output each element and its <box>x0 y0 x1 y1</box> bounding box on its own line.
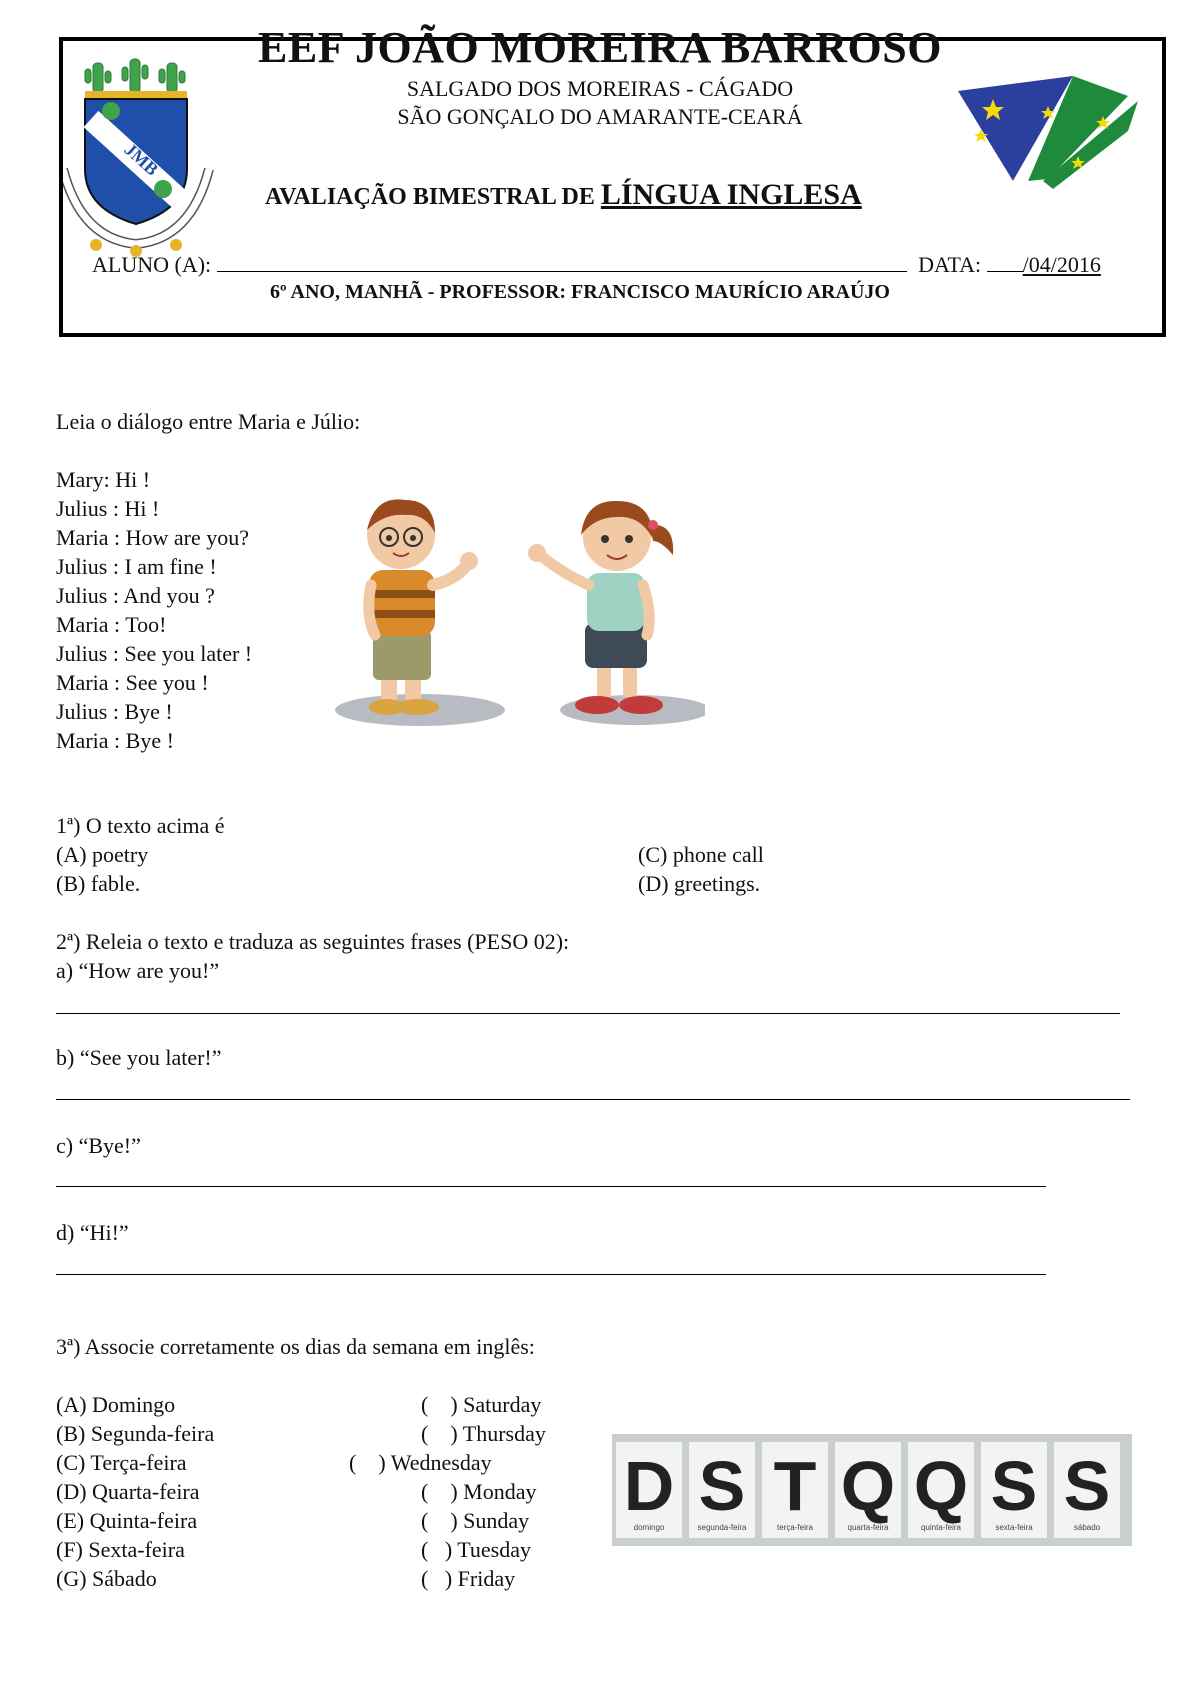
school-name: EEF JOÃO MOREIRA BARROSO <box>258 23 942 72</box>
q3-answer-thursday[interactable]: ( ) Thursday <box>421 1421 546 1446</box>
q2-answer-a-field[interactable] <box>56 1013 1120 1014</box>
q3-left-item: (F) Sexta-feira <box>56 1537 185 1562</box>
crest-initials: JMB <box>120 139 163 180</box>
q1-option-c[interactable]: (C) phone call <box>638 842 764 867</box>
student-name-field[interactable] <box>217 253 907 272</box>
q2-prompt: 2ª) Releia o texto e traduza as seguintes frases (PESO 02): <box>56 929 570 954</box>
student-line <box>92 252 1101 278</box>
dialogue-line: Julius : See you later ! <box>56 641 253 666</box>
girl-figure <box>528 501 673 714</box>
kids-greeting-illustration <box>335 495 705 740</box>
tile-caption: quinta-feira <box>920 1523 962 1532</box>
dialogue-line: Julius : I am fine ! <box>56 554 217 579</box>
q2-item-c: c) “Bye!” <box>56 1133 141 1158</box>
weekday-letter-tiles-image <box>612 1434 1132 1546</box>
q2-item-b: b) “See you later!” <box>56 1045 222 1070</box>
q1-option-d[interactable]: (D) greetings. <box>638 871 761 896</box>
dialogue-line: Julius : Bye ! <box>56 699 173 724</box>
dialogue-block <box>56 465 252 755</box>
dialogue-line: Julius : And you ? <box>56 583 215 608</box>
q3-prompt: 3ª) Associe corretamente os dias da semana em inglês: <box>56 1334 535 1359</box>
q2-answer-b-field[interactable] <box>56 1099 1130 1100</box>
q3-left-column <box>56 1390 214 1593</box>
tile-letter: D <box>623 1447 675 1525</box>
dialogue-line: Maria : See you ! <box>56 670 209 695</box>
exam-title <box>265 178 862 212</box>
exam-title-text: AVALIAÇÃO BIMESTRAL DE <box>265 184 595 210</box>
student-label: ALUNO (A): <box>92 252 212 277</box>
tile-letter: T <box>773 1447 817 1525</box>
tile-caption: sábado <box>1073 1523 1101 1532</box>
q3-left-item: (A) Domingo <box>56 1392 176 1417</box>
school-address-line1: SALGADO DOS MOREIRAS - CÁGADO <box>406 76 794 101</box>
q2-answer-d-field[interactable] <box>56 1274 1046 1275</box>
q3-answer-wednesday[interactable]: ( ) Wednesday <box>349 1450 492 1475</box>
class-info: 6º ANO, MANHÃ - PROFESSOR: FRANCISCO MAURÍCIO ARAÚJO <box>270 281 890 303</box>
tile-caption: domingo <box>633 1523 665 1532</box>
tile-letter: S <box>1063 1447 1111 1525</box>
dialogue-line: Maria : Bye ! <box>56 728 174 753</box>
school-address-line2: SÃO GONÇALO DO AMARANTE-CEARÁ <box>397 104 803 129</box>
q1-option-a[interactable]: (A) poetry <box>56 842 149 867</box>
intro-text: Leia o diálogo entre Maria e Júlio: <box>56 409 361 434</box>
date-day-field[interactable] <box>987 253 1023 272</box>
date-value: /04/2016 <box>1022 252 1101 277</box>
q3-left-item: (E) Quinta-feira <box>56 1508 198 1533</box>
boy-figure <box>367 499 478 715</box>
dialogue-line: Maria : How are you? <box>56 525 250 550</box>
q3-answer-monday[interactable]: ( ) Monday <box>421 1479 537 1504</box>
q3-left-item: (C) Terça-feira <box>56 1450 187 1475</box>
tile-letter: Q <box>840 1447 896 1525</box>
dialogue-line: Mary: Hi ! <box>56 467 151 492</box>
q2-item-d: d) “Hi!” <box>56 1220 129 1245</box>
tile-caption: terça-feira <box>776 1523 814 1532</box>
q3-answer-sunday[interactable]: ( ) Sunday <box>421 1508 530 1533</box>
tile-caption: segunda-feira <box>697 1523 747 1532</box>
tile-caption: sexta-feira <box>995 1523 1033 1532</box>
q3-left-item: (G) Sábado <box>56 1566 157 1591</box>
tile-letter: S <box>698 1447 746 1525</box>
q3-left-item: (B) Segunda-feira <box>56 1421 215 1446</box>
q1-option-b[interactable]: (B) fable. <box>56 871 141 896</box>
q3-answer-tuesday[interactable]: ( ) Tuesday <box>421 1537 532 1562</box>
date-label: DATA: <box>918 252 982 277</box>
q2-answer-c-field[interactable] <box>56 1186 1046 1187</box>
q3-answer-friday[interactable]: ( ) Friday <box>421 1566 516 1591</box>
q2-item-a: a) “How are you!” <box>56 958 220 983</box>
q3-answer-saturday[interactable]: ( ) Saturday <box>421 1392 542 1417</box>
dialogue-line: Julius : Hi ! <box>56 496 160 521</box>
q1-prompt: 1ª) O texto acima é <box>56 813 225 838</box>
tile-caption: quarta-feira <box>847 1523 889 1532</box>
q3-left-item: (D) Quarta-feira <box>56 1479 200 1504</box>
tile-letter: S <box>990 1447 1038 1525</box>
tile-letter: Q <box>913 1447 969 1525</box>
exam-subject: LÍNGUA INGLESA <box>600 178 862 211</box>
dialogue-line: Maria : Too! <box>56 612 167 637</box>
